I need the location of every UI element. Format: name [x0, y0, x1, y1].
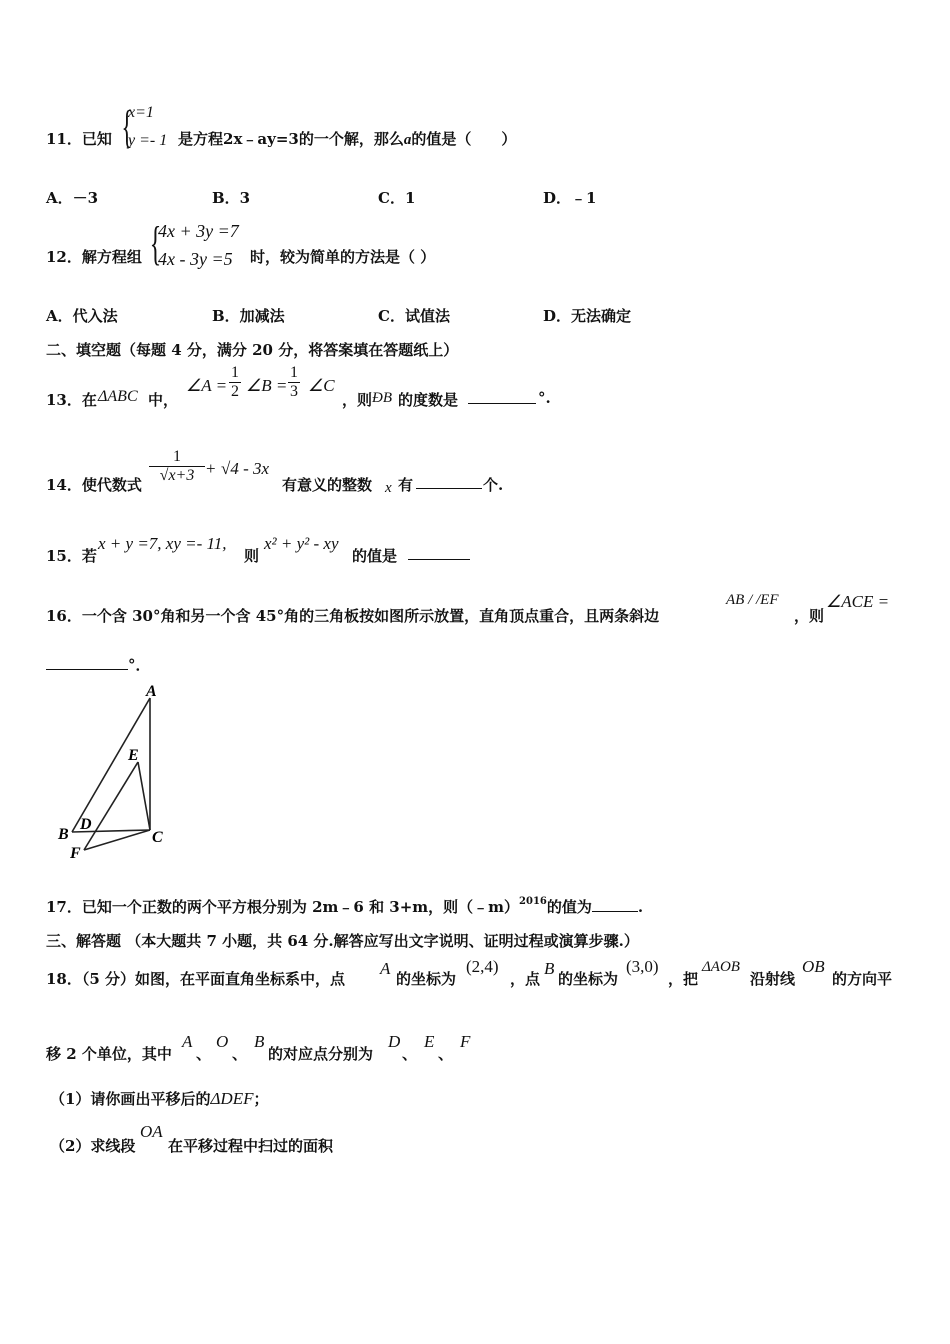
q18-sep2: 、 [232, 1045, 248, 1063]
q18-pb: B [254, 1032, 265, 1051]
q14-frac-den: √x+3 [159, 467, 195, 484]
q13-answer-blank[interactable] [468, 389, 536, 404]
q14-sqrt: √4 - 3x [221, 459, 270, 478]
q11-option-b: B．3 [212, 189, 251, 207]
q11-text2: 的一个解，那么 [298, 130, 404, 148]
q18-b-coord: (3,0) [626, 957, 659, 976]
q13-text3: 的度数是 [398, 391, 459, 409]
q14-plus: + [206, 459, 216, 478]
q18-ray-ob: OB [802, 957, 825, 976]
q13-db: ÐB [372, 390, 392, 406]
q15-text1: 则 [244, 547, 260, 565]
q18-text2: 的坐标为 [396, 970, 457, 988]
q17-text2: 的值为 [546, 898, 592, 916]
q14-text1: 有意义的整数 [282, 476, 373, 494]
q11-option-c: C．1 [378, 189, 416, 207]
q18-point-b: B [544, 959, 555, 978]
section-heading-answer: 三、解答题 （本大题共 7 小题，共 64 分.解答应写出文字说明、证明过程或演算步骤.） [46, 932, 639, 950]
q18-pa: A [182, 1032, 193, 1051]
q13-end: °. [538, 389, 551, 407]
triangle-figure [54, 682, 174, 862]
q13-third [288, 364, 300, 401]
label-b: B [58, 826, 69, 843]
q18-a-coord: (2,4) [466, 957, 499, 976]
q18-pd: D [388, 1032, 401, 1051]
q14-end: 个. [483, 476, 504, 494]
q13-number: 13．在 [46, 391, 97, 409]
q15-number: 15．若 [46, 547, 97, 565]
q11-equation: 2x﹣ay=3 [223, 130, 299, 148]
q18-sub2-end: 在平移过程中扫过的面积 [168, 1137, 334, 1155]
q11-sys-line2: y =- 1 [128, 132, 168, 149]
q13-angle-b: ∠B = [246, 376, 288, 395]
q18-sub1-triangle: ΔDEF [210, 1089, 254, 1108]
q13-angle-a: ∠A = [186, 376, 228, 395]
label-d: D [80, 816, 92, 833]
q13-third-den: 3 [290, 383, 298, 400]
q14-frac-num: 1 [149, 448, 205, 467]
q11-sys-line1: x=1 [128, 104, 154, 121]
label-f: F [70, 845, 81, 862]
q13-half [229, 364, 241, 401]
q18-pf: F [460, 1032, 471, 1051]
q12-option-d: D．无法确定 [543, 307, 632, 325]
q18-text3: ，点 [510, 970, 541, 988]
q16-end: °． [128, 656, 151, 674]
q12-sys-line2: 4x - 3y =5 [158, 249, 233, 269]
q15-text2: 的值是 [352, 547, 398, 565]
q13-half-den: 2 [231, 383, 239, 400]
q14-fraction [149, 448, 205, 485]
q14-var: x [385, 480, 392, 496]
q12-option-c: C．试值法 [378, 307, 450, 325]
q18-text4: 的坐标为 [558, 970, 619, 988]
q16-answer-line [46, 654, 151, 675]
q18-sep3: 、 [402, 1045, 418, 1063]
q16-text: 16．一个含 30°角和另一个含 45°角的三角板按如图所示放置，直角顶点重合，且两条斜边 [46, 607, 660, 625]
q18-sub2-seg: OA [140, 1122, 163, 1141]
q14-answer-blank[interactable] [416, 474, 482, 489]
q12-option-b: B．加减法 [212, 307, 285, 325]
section-heading-fill-blank: 二、填空题（每题 4 分，满分 20 分，将答案填在答题纸上） [46, 341, 459, 359]
q13-text1: 中， [148, 391, 179, 409]
q14-number: 14．使代数式 [46, 476, 142, 494]
q12-number: 12．解方程组 [46, 248, 142, 266]
brace: { [121, 101, 133, 152]
q18-sub1-end: ； [253, 1090, 269, 1108]
q18-po: O [216, 1032, 229, 1051]
q11-var: a [403, 132, 412, 148]
q18-text6: 沿射线 [750, 970, 796, 988]
q16-answer-blank[interactable] [46, 655, 128, 670]
brace: { [149, 217, 162, 270]
q18-text7: 的方向平 [832, 970, 893, 988]
q12-option-a: A．代入法 [46, 307, 118, 325]
q16-parallel: AB / /EF [726, 592, 779, 608]
q18-line2-text2: 的对应点分别为 [268, 1045, 374, 1063]
q18-text5: ，把 [668, 970, 699, 988]
q18-triangle: ΔAOB [702, 959, 740, 975]
label-a: A [146, 683, 157, 700]
q18-sep4: 、 [438, 1045, 454, 1063]
q15-expr: x² + y² - xy [264, 534, 339, 553]
q13-text2: ，则 [342, 391, 373, 409]
q17-answer-blank[interactable] [592, 897, 638, 912]
q17 [46, 896, 643, 917]
q15-given: x + y =7, xy =- 11, [98, 534, 227, 553]
q12-text: 时，较为简单的方法是（ ） [250, 248, 436, 266]
q18-sub1-text: （1）请你画出平移后的 [50, 1090, 211, 1108]
q11-text: 是方程 [178, 130, 224, 148]
q13-third-num: 1 [290, 364, 298, 381]
q15-answer-blank[interactable] [408, 545, 470, 560]
q18-text1: 18．（5 分）如图，在平面直角坐标系中，点 [46, 970, 346, 988]
q13-triangle: ΔABC [98, 388, 138, 405]
q18-sep1: 、 [196, 1045, 212, 1063]
q11-rest [178, 128, 516, 149]
q17-text: 17．已知一个正数的两个平方根分别为 2m﹣6 和 3+m，则（﹣m） [46, 898, 520, 916]
q16-text2: ，则 [794, 607, 825, 625]
q11-text3: 的值是（ ） [411, 130, 517, 148]
label-e: E [128, 747, 139, 764]
q12-sys-line1: 4x + 3y =7 [158, 221, 239, 241]
segment-ec [138, 762, 150, 830]
q16-angle: ∠ACE = [826, 592, 890, 611]
q14-text2: 有 [398, 476, 414, 494]
q18-sub1 [50, 1088, 269, 1109]
q17-exp: 2016 [519, 896, 547, 907]
q18-line2-text1: 移 2 个单位，其中 [46, 1045, 172, 1063]
q18-point-a: A [380, 959, 391, 978]
q11-option-d: D．﹣1 [543, 189, 597, 207]
q18-pe: E [424, 1032, 435, 1051]
label-c: C [152, 829, 163, 846]
q13-angle-c: ∠C [308, 376, 335, 395]
q17-end: . [637, 898, 644, 916]
q11-option-a: A．－3 [46, 189, 99, 207]
q13-half-num: 1 [231, 364, 239, 381]
q18-sub2-text: （2）求线段 [50, 1137, 136, 1155]
q11-number: 11．已知 [46, 130, 112, 148]
